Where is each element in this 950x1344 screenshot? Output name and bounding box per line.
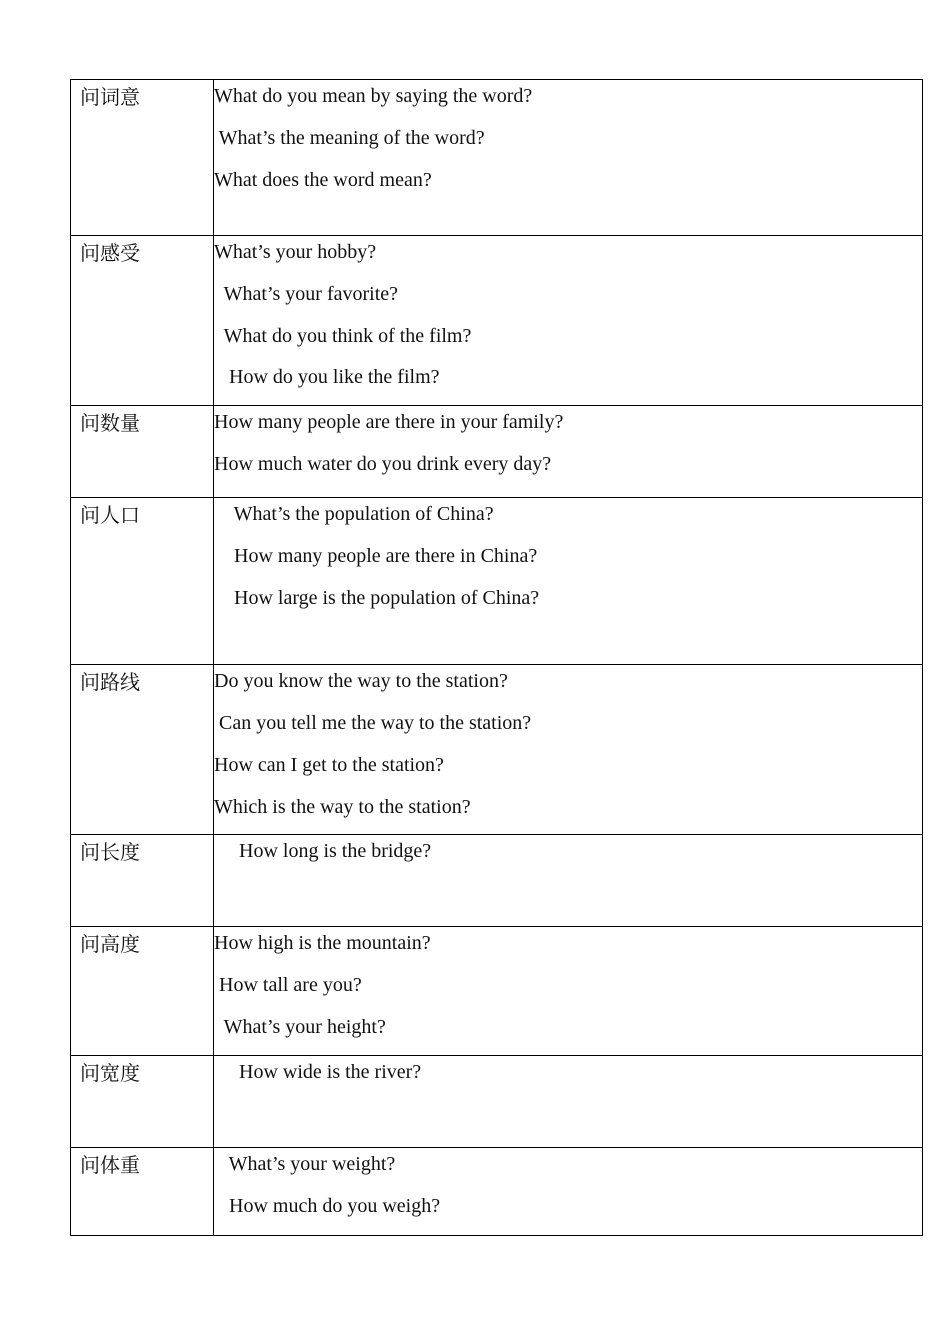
example-sentence: How tall are you? bbox=[214, 974, 362, 997]
example-sentence: How large is the population of China? bbox=[214, 586, 540, 609]
topic-cell: 问路线 bbox=[71, 665, 214, 835]
example-sentence: How can I get to the station? bbox=[214, 753, 444, 776]
example-sentence: Can you tell me the way to the station? bbox=[214, 711, 532, 734]
example-sentence: How much water do you drink every day? bbox=[214, 452, 552, 475]
table-row bbox=[71, 236, 923, 406]
example-sentence: How many people are there in your family? bbox=[214, 411, 564, 434]
sentences-cell bbox=[214, 80, 923, 236]
sentences-cell bbox=[214, 1147, 923, 1235]
example-sentence: Do you know the way to the station? bbox=[214, 670, 508, 693]
example-sentence: What do you think of the film? bbox=[214, 324, 472, 347]
topic-cell: 问数量 bbox=[71, 406, 214, 498]
topic-cell: 问感受 bbox=[71, 236, 214, 406]
topic-cell: 问长度 bbox=[71, 835, 214, 927]
topic-cell: 问体重 bbox=[71, 1147, 214, 1235]
question-table bbox=[70, 79, 923, 1236]
sentences-cell bbox=[214, 406, 923, 498]
sentences-cell bbox=[214, 665, 923, 835]
table-row bbox=[71, 1147, 923, 1235]
example-sentence: What’s the population of China? bbox=[214, 503, 494, 526]
example-sentence: How wide is the river? bbox=[214, 1060, 422, 1083]
table-row bbox=[71, 498, 923, 665]
sentences-cell bbox=[214, 927, 923, 1055]
table-row bbox=[71, 835, 923, 927]
table-row bbox=[71, 927, 923, 1055]
example-sentence: Which is the way to the station? bbox=[214, 795, 471, 818]
example-sentence: How much do you weigh? bbox=[214, 1194, 441, 1217]
example-sentence: What’s your weight? bbox=[214, 1152, 396, 1175]
sentences-cell bbox=[214, 236, 923, 406]
topic-cell: 问高度 bbox=[71, 927, 214, 1055]
example-sentence: What does the word mean? bbox=[214, 168, 432, 191]
example-sentence: How high is the mountain? bbox=[214, 932, 431, 955]
table-row bbox=[71, 80, 923, 236]
sentences-cell bbox=[214, 835, 923, 927]
table-row bbox=[71, 665, 923, 835]
example-sentence: How many people are there in China? bbox=[214, 544, 538, 567]
topic-cell: 问人口 bbox=[71, 498, 214, 665]
table-row bbox=[71, 406, 923, 498]
sentences-cell bbox=[214, 498, 923, 665]
example-sentence: How do you like the film? bbox=[214, 366, 440, 389]
question-table-body bbox=[71, 80, 923, 1236]
table-row bbox=[71, 1055, 923, 1147]
example-sentence: What do you mean by saying the word? bbox=[214, 85, 533, 107]
topic-cell: 问宽度 bbox=[71, 1055, 214, 1147]
example-sentence: What’s your hobby? bbox=[214, 241, 377, 263]
example-sentence: How long is the bridge? bbox=[214, 840, 432, 863]
topic-cell: 问词意 bbox=[71, 80, 214, 236]
example-sentence: What’s the meaning of the word? bbox=[214, 126, 485, 149]
example-sentence: What’s your height? bbox=[214, 1015, 386, 1038]
sentences-cell bbox=[214, 1055, 923, 1147]
example-sentence: What’s your favorite? bbox=[214, 282, 399, 305]
